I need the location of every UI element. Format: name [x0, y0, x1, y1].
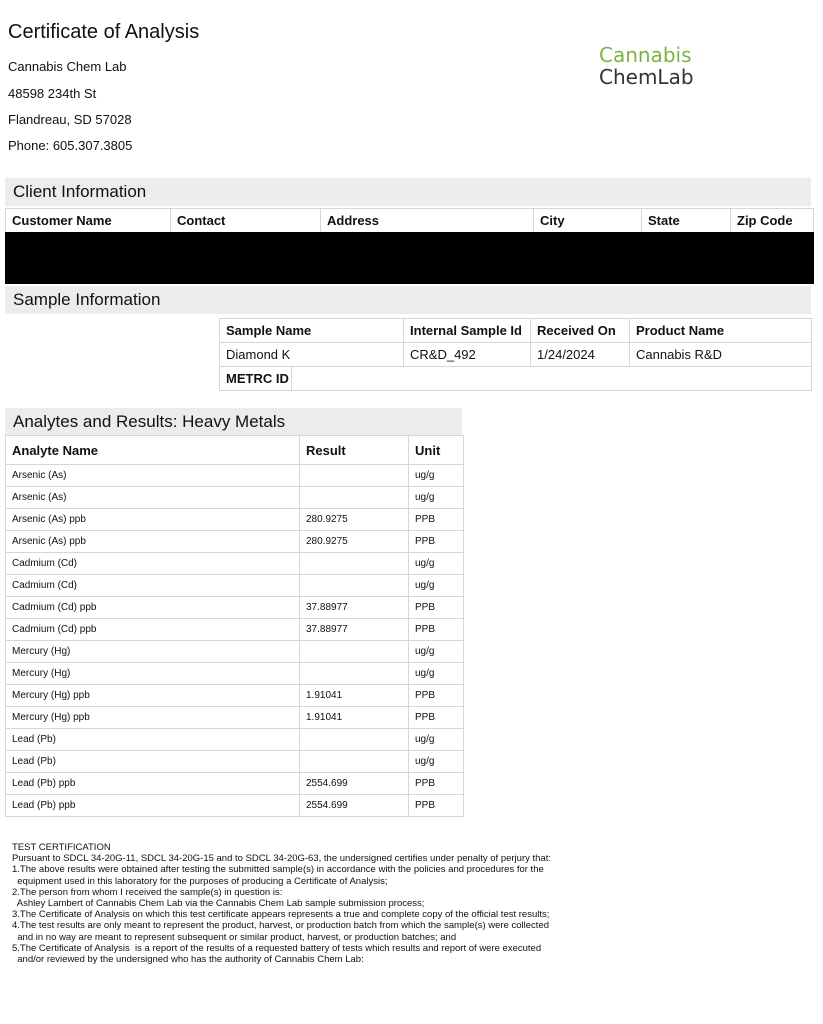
received-on-value: 1/24/2024: [531, 343, 630, 367]
certification-lines: [12, 853, 652, 965]
result-cell: [300, 663, 409, 685]
analyte-name-cell: Mercury (Hg): [6, 663, 300, 685]
table-row: [6, 751, 464, 773]
table-row: [6, 575, 464, 597]
table-row: [6, 641, 464, 663]
analyte-name-cell: Cadmium (Cd) ppb: [6, 597, 300, 619]
page-title: Certificate of Analysis: [8, 21, 200, 43]
analyte-name-cell: Cadmium (Cd) ppb: [6, 619, 300, 641]
table-row: [6, 465, 464, 487]
unit-cell: ug/g: [409, 465, 464, 487]
certification-line: and/or reviewed by the undersigned who has the authority of Cannabis Chem Lab:: [12, 954, 364, 966]
sample-value-row: [220, 343, 812, 367]
certification-title: TEST CERTIFICATION: [12, 842, 111, 853]
lab-address-line1: 48598 234th St: [8, 86, 97, 101]
sample-info-table: [219, 318, 812, 391]
table-row: [6, 685, 464, 707]
col-customer-name: Customer Name: [6, 209, 171, 233]
product-name-value: Cannabis R&D: [630, 343, 812, 367]
certification-line: 5.The Certificate of Analysis is a report of the results of a requested battery of tests which results and report of were executed: [12, 942, 542, 954]
analyte-name-cell: Mercury (Hg): [6, 641, 300, 663]
analyte-name-cell: Mercury (Hg) ppb: [6, 685, 300, 707]
unit-cell: PPB: [409, 795, 464, 817]
analyte-name-cell: Lead (Pb): [6, 729, 300, 751]
analyte-name-cell: Cadmium (Cd): [6, 553, 300, 575]
analyte-name-cell: Arsenic (As) ppb: [6, 509, 300, 531]
analyte-name-cell: Lead (Pb) ppb: [6, 795, 300, 817]
result-cell: 280.9275: [300, 531, 409, 553]
lab-address-line2: Flandreau, SD 57028: [8, 112, 132, 127]
unit-cell: ug/g: [409, 553, 464, 575]
certification-line: Pursuant to SDCL 34-20G-11, SDCL 34-20G-15 and to SDCL 34-20G-63, the undersigned certifies under penalty of perjury that:: [12, 853, 551, 865]
analyte-name-cell: Lead (Pb) ppb: [6, 773, 300, 795]
metrc-id-value: [292, 367, 812, 391]
table-row: [6, 773, 464, 795]
col-zip-code: Zip Code: [731, 209, 814, 233]
unit-cell: ug/g: [409, 487, 464, 509]
unit-cell: ug/g: [409, 641, 464, 663]
sample-header-row: [220, 319, 812, 343]
sample-info-header: Sample Information: [5, 286, 811, 314]
col-result: Result: [300, 436, 409, 465]
result-cell: 1.91041: [300, 685, 409, 707]
internal-sample-id-value: CR&D_492: [404, 343, 531, 367]
analyte-name-cell: Cadmium (Cd): [6, 575, 300, 597]
col-unit: Unit: [409, 436, 464, 465]
result-cell: [300, 553, 409, 575]
result-cell: 2554.699: [300, 773, 409, 795]
unit-cell: PPB: [409, 531, 464, 553]
result-cell: [300, 729, 409, 751]
unit-cell: PPB: [409, 685, 464, 707]
sample-name-value: Diamond K: [220, 343, 404, 367]
certification-line: Ashley Lambert of Cannabis Chem Lab via the Cannabis Chem Lab sample submission process;: [12, 898, 425, 910]
certification-line: equipment used in this laboratory for the purposes of producing a Certificate of Analysis;: [12, 875, 388, 887]
lab-name: Cannabis Chem Lab: [8, 59, 127, 74]
certification-line: 3.The Certificate of Analysis on which this test certificate appears represents a true and complete copy of the official test results;: [12, 909, 550, 921]
analyte-name-cell: Arsenic (As): [6, 487, 300, 509]
result-cell: 280.9275: [300, 509, 409, 531]
table-row: [6, 487, 464, 509]
logo-line2: ChemLab: [599, 65, 694, 89]
analyte-name-cell: Arsenic (As): [6, 465, 300, 487]
col-city: City: [534, 209, 642, 233]
unit-cell: PPB: [409, 773, 464, 795]
unit-cell: PPB: [409, 707, 464, 729]
unit-cell: PPB: [409, 597, 464, 619]
table-row: [6, 597, 464, 619]
redacted-client-details: [5, 232, 814, 284]
col-contact: Contact: [171, 209, 321, 233]
table-row: [6, 619, 464, 641]
lab-logo: [599, 44, 719, 88]
result-cell: 2554.699: [300, 795, 409, 817]
unit-cell: ug/g: [409, 663, 464, 685]
certification-line: 1.The above results were obtained after testing the submitted sample(s) in accordance with the policies and procedures for the: [12, 864, 544, 876]
result-cell: [300, 751, 409, 773]
unit-cell: ug/g: [409, 729, 464, 751]
table-row: [6, 707, 464, 729]
client-info-header: Client Information: [5, 178, 811, 206]
unit-cell: PPB: [409, 619, 464, 641]
analyte-name-cell: Arsenic (As) ppb: [6, 531, 300, 553]
result-cell: 37.88977: [300, 619, 409, 641]
certification-line: 4.The test results are only meant to represent the product, harvest, or production batch from which the sample(s) were collected: [12, 920, 550, 932]
col-received-on: Received On: [531, 319, 630, 343]
heavy-metals-header: Analytes and Results: Heavy Metals: [5, 408, 462, 436]
table-row: [6, 729, 464, 751]
heavy-metals-header-row: [6, 436, 464, 465]
table-row: [6, 531, 464, 553]
heavy-metals-table: [5, 435, 464, 817]
result-cell: 1.91041: [300, 707, 409, 729]
result-cell: [300, 575, 409, 597]
logo-line1: Cannabis: [599, 43, 692, 67]
table-row: [6, 795, 464, 817]
col-internal-sample-id: Internal Sample Id: [404, 319, 531, 343]
lab-phone: Phone: 605.307.3805: [8, 138, 133, 153]
analyte-name-cell: Lead (Pb): [6, 751, 300, 773]
unit-cell: ug/g: [409, 575, 464, 597]
metrc-row: [220, 367, 812, 391]
col-sample-name: Sample Name: [220, 319, 404, 343]
unit-cell: PPB: [409, 509, 464, 531]
result-cell: 37.88977: [300, 597, 409, 619]
result-cell: [300, 465, 409, 487]
result-cell: [300, 487, 409, 509]
col-state: State: [642, 209, 731, 233]
table-row: [6, 509, 464, 531]
analyte-name-cell: Mercury (Hg) ppb: [6, 707, 300, 729]
test-certification: [12, 842, 652, 965]
table-row: [6, 663, 464, 685]
certification-line: 2.The person from whom I received the sample(s) in question is:: [12, 886, 283, 898]
certification-line: and in no way are meant to represent subsequent or similar product, harvest, or production batches; and: [12, 931, 457, 943]
client-info-table: [5, 208, 814, 233]
metrc-id-label: METRC ID: [220, 367, 292, 391]
col-address: Address: [321, 209, 534, 233]
col-analyte-name: Analyte Name: [6, 436, 300, 465]
unit-cell: ug/g: [409, 751, 464, 773]
result-cell: [300, 641, 409, 663]
table-row: [6, 553, 464, 575]
client-header-row: [6, 209, 814, 233]
col-product-name: Product Name: [630, 319, 812, 343]
